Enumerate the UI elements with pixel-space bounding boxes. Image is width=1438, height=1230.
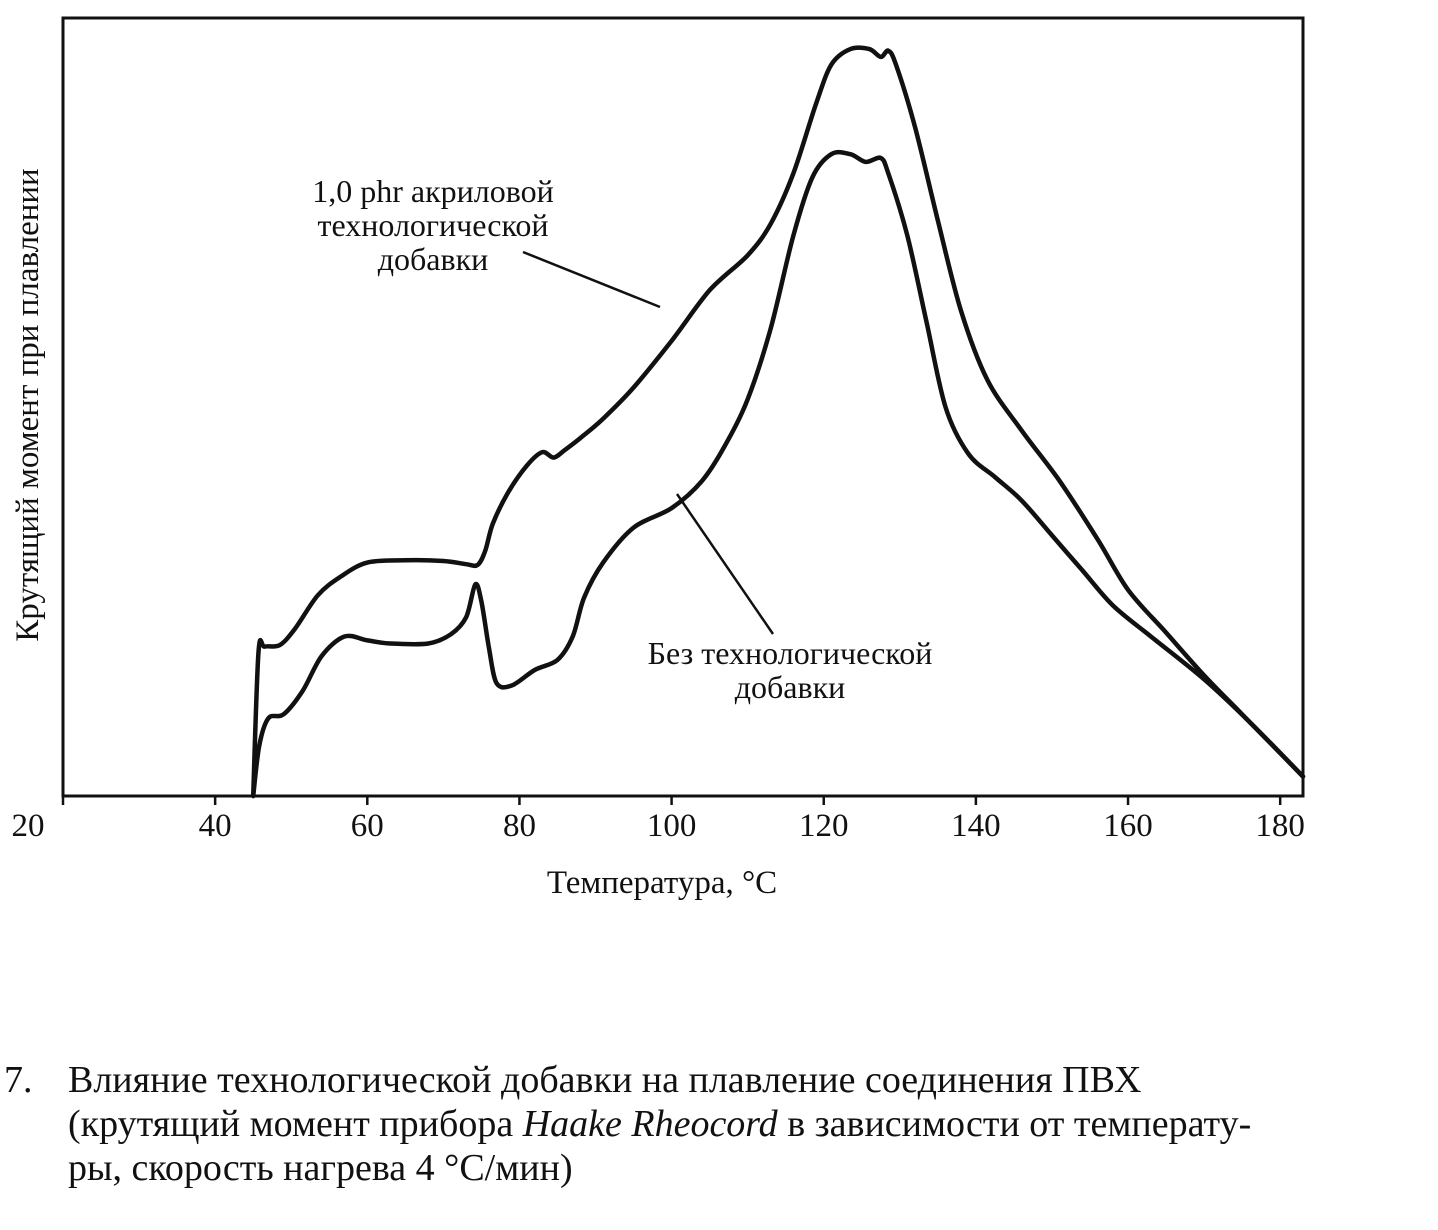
x-tick-label-160: 160: [1103, 808, 1153, 844]
annotations: [312, 173, 932, 705]
x-axis-tick-labels: [12, 808, 1305, 844]
caption-number: 7.: [4, 1059, 33, 1101]
series-label-1-line-1: 1,0 phr акриловой: [312, 173, 554, 209]
series-label-1-line-2: технологической: [317, 207, 549, 243]
series-leader-line-2: [677, 494, 773, 634]
x-tick-label-40: 40: [198, 808, 232, 844]
x-tick-label-180: 180: [1255, 808, 1305, 844]
series-label-2-line-1: Без технологической: [647, 635, 933, 671]
caption-line-3-text: ры, скорость нагрева 4 °С/мин): [68, 1147, 573, 1189]
caption-line-2: [68, 1102, 1428, 1146]
x-tick-label-80: 80: [502, 808, 536, 844]
series-leader-line-1: [523, 252, 660, 307]
x-tick-label-60: 60: [350, 808, 384, 844]
caption-line-2-end: в зависимости от температу-: [777, 1103, 1252, 1145]
x-tick-label-20: 20: [11, 808, 45, 844]
plot-frame: [63, 18, 1303, 796]
y-axis-label: Крутящий момент при плавлении: [10, 168, 46, 642]
caption-line-1-text: Влияние технологической добавки на плавление соединения ПВХ: [68, 1059, 1142, 1101]
x-tick-label-140: 140: [951, 808, 1001, 844]
series-label-2-line-2: добавки: [734, 669, 846, 705]
caption-line-1: [68, 1058, 1428, 1102]
caption-line-3: [68, 1146, 1428, 1190]
x-tick-label-100: 100: [646, 808, 697, 844]
x-tick-label-120: 120: [798, 808, 849, 844]
series-label-2: [648, 635, 933, 705]
series-label-1: [312, 173, 554, 277]
x-axis-label: Температура, °С: [546, 865, 778, 901]
figure-caption: [4, 1058, 1428, 1190]
caption-line-2-start: (крутящий момент прибора: [68, 1103, 523, 1145]
caption-instrument-name: Haake Rheocord: [522, 1103, 778, 1145]
series-label-1-line-3: добавки: [377, 241, 489, 277]
